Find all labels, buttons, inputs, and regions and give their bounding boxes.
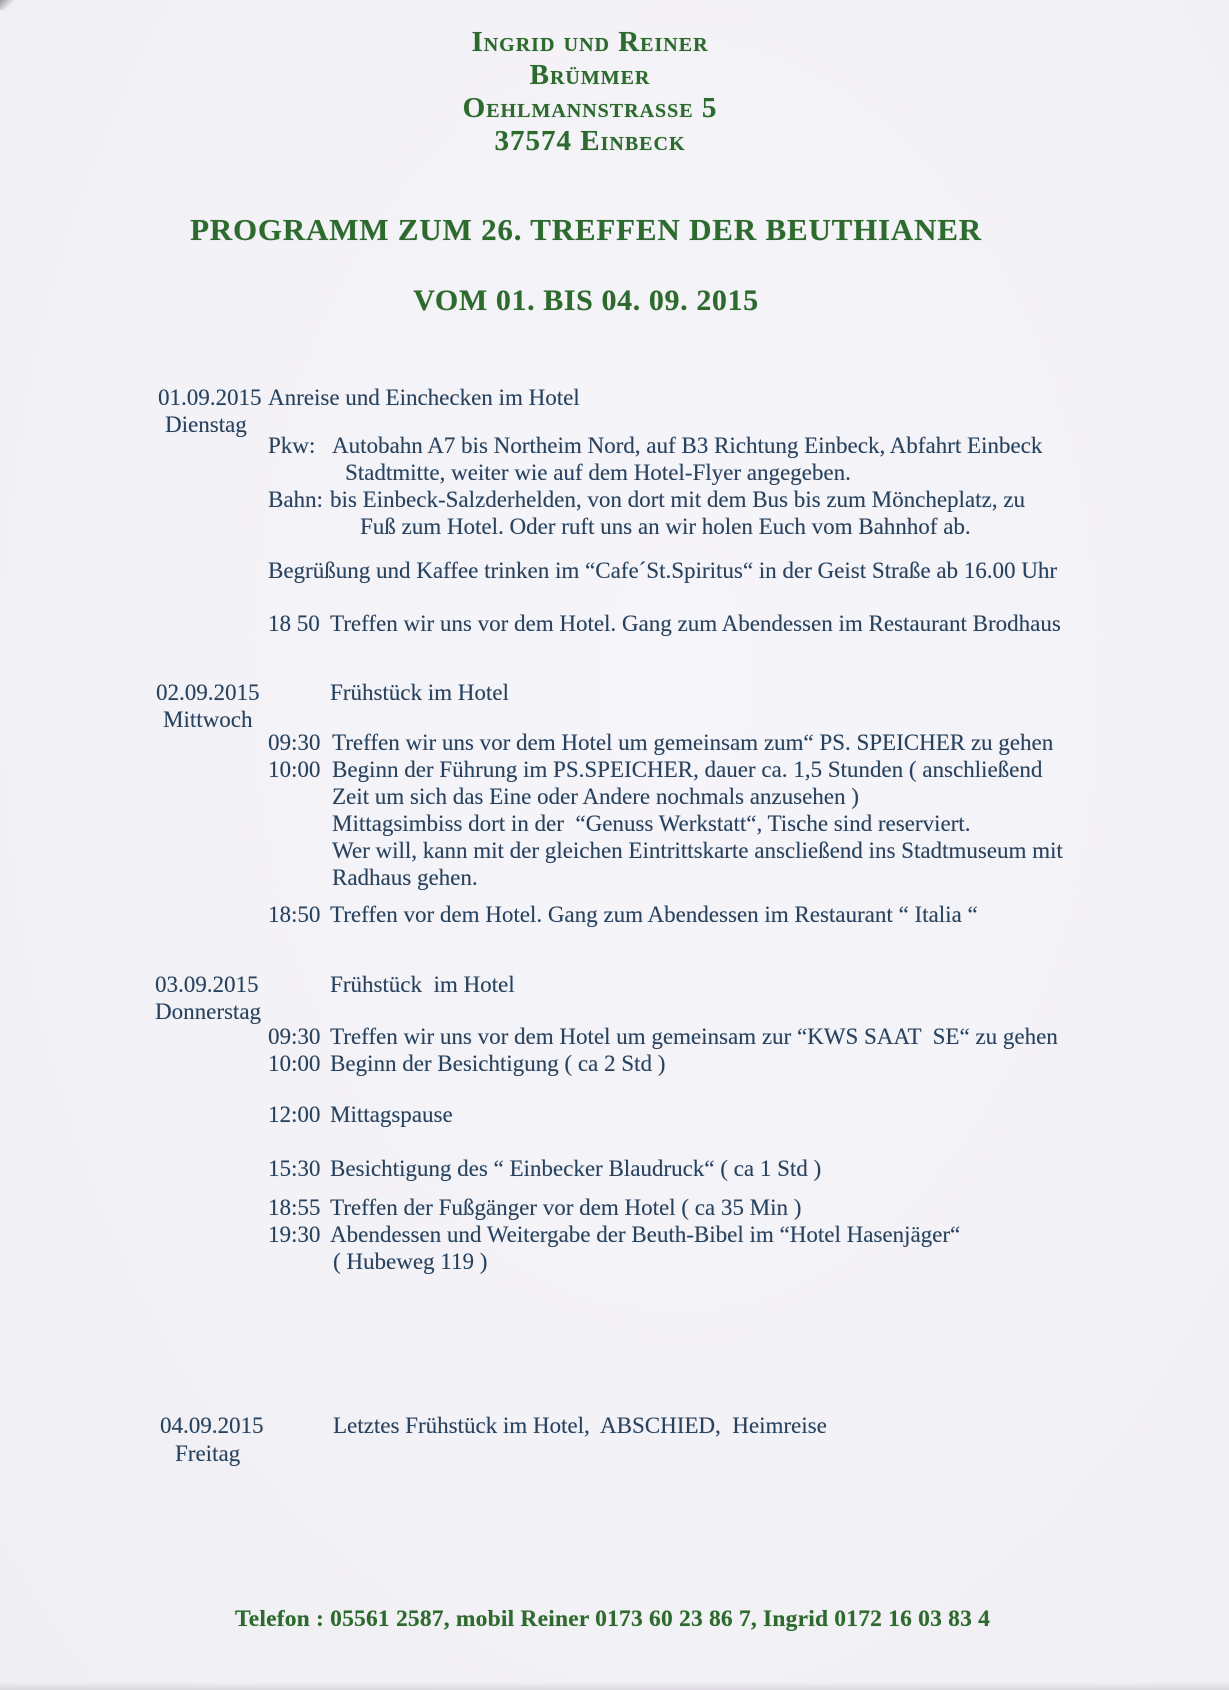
title-row (0, 212, 1172, 248)
day2-entry-text: Radhaus gehen. (332, 865, 478, 890)
day1-evening-time: 18 50 (268, 611, 320, 636)
day2-entry-time: 09:30 (268, 730, 321, 755)
day2-entry-text: Zeit um sich das Eine oder Andere nochmals anzusehen ) (332, 784, 859, 809)
day1-pkw-label: Pkw: (268, 433, 316, 458)
day3-entry-text: Beginn der Besichtigung ( ca 2 Std ) (330, 1051, 666, 1076)
day3-entry-time: 09:30 (268, 1024, 321, 1049)
day2-entry-text: Beginn der Führung im PS.SPEICHER, dauer ca. 1,5 Stunden ( anschließend (332, 757, 1043, 782)
day1-pkw-line1: Autobahn A7 bis Northeim Nord, auf B3 Richtung Einbeck, Abfahrt Einbeck (332, 433, 1043, 458)
day2-entry-text: Treffen wir uns vor dem Hotel um gemeinsam zum“ PS. SPEICHER zu gehen (332, 730, 1054, 755)
sender-city: 37574 Einbeck (494, 125, 686, 157)
day3-entry-time: 19:30 (268, 1222, 321, 1247)
sender-street: Oehlmannstrasse 5 (462, 92, 718, 124)
scan-artifact-corner (0, 0, 14, 10)
day3-entry-time: 18:55 (268, 1195, 321, 1220)
day3-weekday: Donnerstag (155, 999, 262, 1024)
day3-date: 03.09.2015 (155, 972, 259, 997)
day3-entry-text: Abendessen und Weitergabe der Beuth-Bibel im “Hotel Hasenjäger“ (330, 1222, 961, 1247)
program-date-range: VOM 01. BIS 04. 09. 2015 (413, 284, 759, 317)
day2-weekday: Mittwoch (163, 707, 253, 732)
day1-bahn-line2: Fuß zum Hotel. Oder ruft uns an wir holen Euch vom Bahnhof ab. (360, 514, 971, 539)
day3-heading: Frühstück im Hotel (330, 972, 515, 997)
day2-entry-text: Treffen vor dem Hotel. Gang zum Abendessen im Restaurant “ Italia “ (330, 902, 978, 927)
phone-footer: Telefon : 05561 2587, mobil Reiner 0173 60 23 86 7, Ingrid 0172 16 03 83 4 (235, 1606, 991, 1632)
day3-entry-time: 10:00 (268, 1051, 321, 1076)
day3-entry-text: Mittagspause (330, 1102, 453, 1127)
day2-heading: Frühstück im Hotel (330, 680, 509, 705)
day1-evening-text: Treffen wir uns vor dem Hotel. Gang zum Abendessen im Restaurant Brodhaus (330, 611, 1061, 636)
day1-bahn-line1: bis Einbeck-Salzderhelden, von dort mit dem Bus bis zum Möncheplatz, zu (330, 487, 1025, 512)
day1-heading: Anreise und Einchecken im Hotel (268, 385, 580, 410)
day1-welcome-note: Begrüßung und Kaffee trinken im “Cafe´St.Spiritus“ in der Geist Straße ab 16.00 Uhr (268, 558, 1058, 583)
day1-bahn-label: Bahn: (268, 487, 323, 512)
day1-pkw-line2: Stadtmitte, weiter wie auf dem Hotel-Flyer angegeben. (345, 460, 851, 485)
program-title: PROGRAMM ZUM 26. TREFFEN DER BEUTHIANER (190, 212, 982, 247)
day3-entry-text: Treffen der Fußgänger vor dem Hotel ( ca 35 Min ) (330, 1195, 802, 1220)
day3-entry-time: 15:30 (268, 1156, 321, 1181)
day2-entry-time: 10:00 (268, 757, 321, 782)
day3-entry-text: Besichtigung des “ Einbecker Blaudruck“ ( ca 1 Std ) (330, 1156, 822, 1181)
sender-address-block (0, 26, 1180, 158)
scan-artifact-bottom-edge (0, 1682, 1229, 1690)
sender-names: Ingrid und Reiner (471, 26, 709, 58)
day3-entry-time: 12:00 (268, 1102, 321, 1127)
day4-weekday: Freitag (175, 1441, 241, 1466)
day2-entry-text: Mittagsimbiss dort in der “Genuss Werkstatt“, Tische sind reserviert. (332, 811, 971, 836)
sender-surname: Brümmer (529, 59, 651, 91)
day2-entry-time: 18:50 (268, 902, 321, 927)
day2-date: 02.09.2015 (156, 680, 260, 705)
day3-entry-text: Treffen wir uns vor dem Hotel um gemeinsam zur “KWS SAAT SE“ zu gehen (330, 1024, 1058, 1049)
day4-heading: Letztes Frühstück im Hotel, ABSCHIED, Heimreise (333, 1413, 827, 1438)
day3-entry-text: ( Hubeweg 119 ) (333, 1249, 488, 1274)
day1-weekday: Dienstag (165, 412, 247, 437)
day2-entry-text: Wer will, kann mit der gleichen Eintrittskarte anscließend ins Stadtmuseum mit (332, 838, 1063, 863)
day4-date: 04.09.2015 (160, 1413, 264, 1438)
subtitle-row (0, 284, 1172, 318)
day1-date: 01.09.2015 (158, 385, 262, 410)
